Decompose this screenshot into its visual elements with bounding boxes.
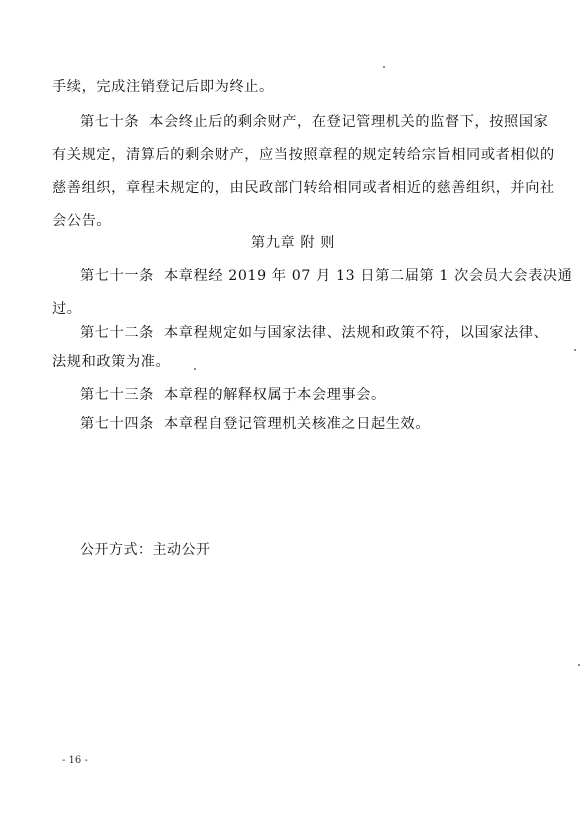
text-line: 手续，完成注销登记后即为终止。 [52, 79, 274, 95]
article-70-line-2: 有关规定，清算后的剩余财产，应当按照章程的规定转给宗旨相同或者相似的 [52, 147, 555, 163]
article-71-line-1 [80, 266, 580, 286]
article-70-line-4: 会公告。 [52, 213, 112, 229]
article-text: 本章程的解释权属于本会理事会。 [163, 387, 386, 403]
article-number: 第七十四条 [80, 416, 154, 432]
article-71-line-2: 过。 [52, 301, 82, 317]
article-text: 本会终止后的剩余财产，在登记管理机关的监督下，按照国家 [149, 114, 549, 130]
page-number: - 16 - [62, 755, 88, 766]
article-70-line-3: 慈善组织，章程未规定的，由民政部门转给相同或者相近的慈善组织，并向社 [52, 180, 555, 196]
disclosure-method: 公开方式：主动公开 [80, 542, 211, 558]
article-number: 第七十三条 [80, 387, 154, 403]
scan-speck [383, 66, 385, 68]
article-number: 第七十二条 [80, 325, 154, 341]
article-number: 第七十条 [80, 114, 140, 130]
scan-speck [194, 368, 196, 370]
article-text: 本章程自登记管理机关核准之日起生效。 [163, 416, 431, 432]
article-72-line-1 [80, 323, 580, 343]
chapter-heading: 第九章 附 则 [250, 235, 336, 251]
article-text: 本章程规定如与国家法律、法规和政策不符，以国家法律、 [163, 325, 549, 341]
article-72-line-2: 法规和政策为准。 [52, 354, 171, 370]
article-74-line [80, 414, 580, 434]
scan-speck [578, 664, 580, 666]
article-73-line [80, 385, 580, 405]
article-text: 本章程经 2019 年 07 月 13 日第二届第 1 次会员大会表决通 [163, 268, 573, 284]
article-number: 第七十一条 [80, 268, 154, 284]
article-70-line-1 [80, 112, 580, 132]
scan-speck [574, 349, 576, 351]
